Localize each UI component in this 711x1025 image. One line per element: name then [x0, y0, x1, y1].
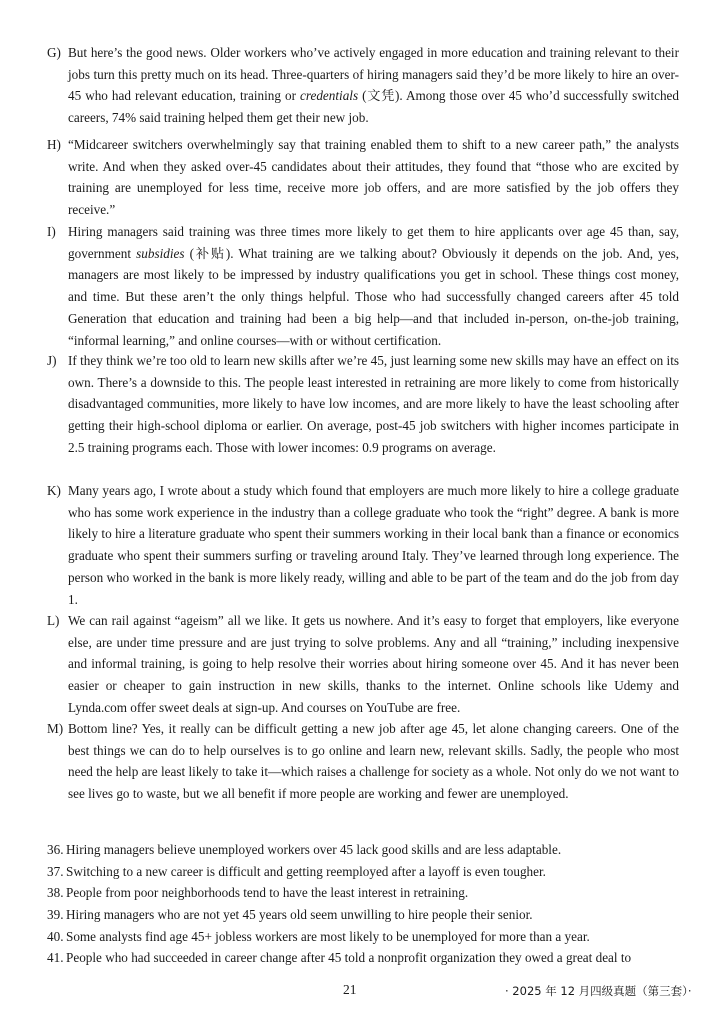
paragraph-label: M)	[47, 721, 64, 736]
question-38	[47, 882, 687, 904]
paragraph-h	[47, 134, 679, 221]
paragraph-g	[47, 42, 679, 129]
paragraph-k	[47, 480, 679, 610]
paragraph-text: Hiring managers said training was three times more likely to get them to hire applicants over age 45 than, say, government subsidies (补贴). What training are we talking about? Obviously it depends on the job. And, yes, managers are most likely to be impressed by industry qualifications you get in school. These things cost money, and time. But these aren’t the only things helpful. Those who had successfully changed careers after 45 told Generation that education and training had been a big help—and that included in-person, on-the-job training, “informal learning,” and online courses—with or without certification.	[68, 224, 679, 348]
question-number: 37.	[47, 864, 64, 879]
paragraph-label: I)	[47, 224, 56, 239]
paragraph-i	[47, 221, 679, 351]
paragraph-label: G)	[47, 45, 61, 60]
question-text: Hiring managers believe unemployed workers over 45 lack good skills and are less adaptable.	[66, 842, 562, 857]
question-41	[47, 947, 687, 969]
page-number: 21	[343, 982, 357, 997]
paragraph-text: We can rail against “ageism” all we like. It gets us nowhere. And it’s easy to forget that employers, like everyone else, are under time pressure and are just trying to solve problems. Any and all “training,” including inexpensive and informal training, is going to help resolve their worries about hiring someone over 45. And it has never been easier or cheaper to gain instruction in new skills, thanks to the internet. Online schools like Udemy and Lynda.com offer sweet deals at sign-up. And courses on YouTube are free.	[68, 613, 679, 715]
question-37	[47, 861, 687, 883]
paragraph-label: J)	[47, 353, 57, 368]
paragraph-label: K)	[47, 483, 61, 498]
question-36	[47, 839, 687, 861]
question-number: 36.	[47, 842, 64, 857]
paragraph-text: Bottom line? Yes, it really can be difficult getting a new job after age 45, let alone changing careers. One of the best things we can do to help ourselves is to go online and learn new, relevant skills. Sadly, the people who most need the help are least likely to take it—which raises a challenge for society as a whole. Not only do we not want to see lives go to waste, but we all benefit if more people are working and fewer are unemployed.	[68, 721, 679, 802]
paragraph-m	[47, 718, 679, 805]
paragraph-text: But here’s the good news. Older workers who’ve actively engaged in more education and training relevant to their jobs turn this pretty much on its head. Three-quarters of hiring managers said they’d be more likely to hire an over-45 who had relevant education, training or credentials (文凭). Among those over 45 who’d successfully switched careers, 74% said training helped them get their new job.	[68, 45, 679, 126]
question-number: 40.	[47, 929, 64, 944]
question-text: People who had succeeded in career change after 45 told a nonprofit organization they owed a great deal to	[66, 950, 632, 965]
question-number: 38.	[47, 885, 64, 900]
question-text: Switching to a new career is difficult and getting reemployed after a layoff is even tougher.	[66, 864, 546, 879]
paragraph-text: If they think we’re too old to learn new skills after we’re 45, just learning some new skills may have an effect on its own. There’s a downside to this. The people least interested in retraining are more likely to come from historically disadvantaged communities, more likely to have low incomes, and are more likely to have the least schooling after getting their high-school diploma or earlier. On average, post-45 job switchers with higher incomes participate in 2.5 training programs each. Those with lower incomes: 0.9 programs on average.	[68, 353, 679, 455]
paragraph-text: “Midcareer switchers overwhelmingly say that training enabled them to shift to a new career path,” the analysts write. And when they asked over-45 candidates about their attitudes, they found that “those who are excited by training are unemployed for less time, receive more job offers, and are more satisfied by the job offers they receive.”	[68, 137, 679, 218]
question-40	[47, 926, 687, 948]
question-39	[47, 904, 687, 926]
question-number: 39.	[47, 907, 64, 922]
exam-source-label: · 2025 年 12 月四级真题（第三套）·	[505, 984, 692, 998]
paragraph-label: H)	[47, 137, 61, 152]
question-text: People from poor neighborhoods tend to have the least interest in retraining.	[66, 885, 469, 900]
paragraph-text: Many years ago, I wrote about a study which found that employers are much more likely to hire a college graduate who has some work experience in the industry than a college graduate who took the “right” degree. A bank is more likely to hire a literature graduate who spent their summers working in their local bank than a finance or economics graduate who spent their summers surfing or traveling around Italy. They’ve learned through long experience. The person who worked in the bank is more likely ready, willing and able to be part of the team and do the job from day 1.	[68, 483, 679, 607]
paragraph-label: L)	[47, 613, 60, 628]
paragraph-l	[47, 610, 679, 719]
question-text: Hiring managers who are not yet 45 years old seem unwilling to hire people their senior.	[66, 907, 533, 922]
question-number: 41.	[47, 950, 64, 965]
paragraph-j	[47, 350, 679, 459]
question-text: Some analysts find age 45+ jobless workers are most likely to be unemployed for more than a year.	[66, 929, 590, 944]
